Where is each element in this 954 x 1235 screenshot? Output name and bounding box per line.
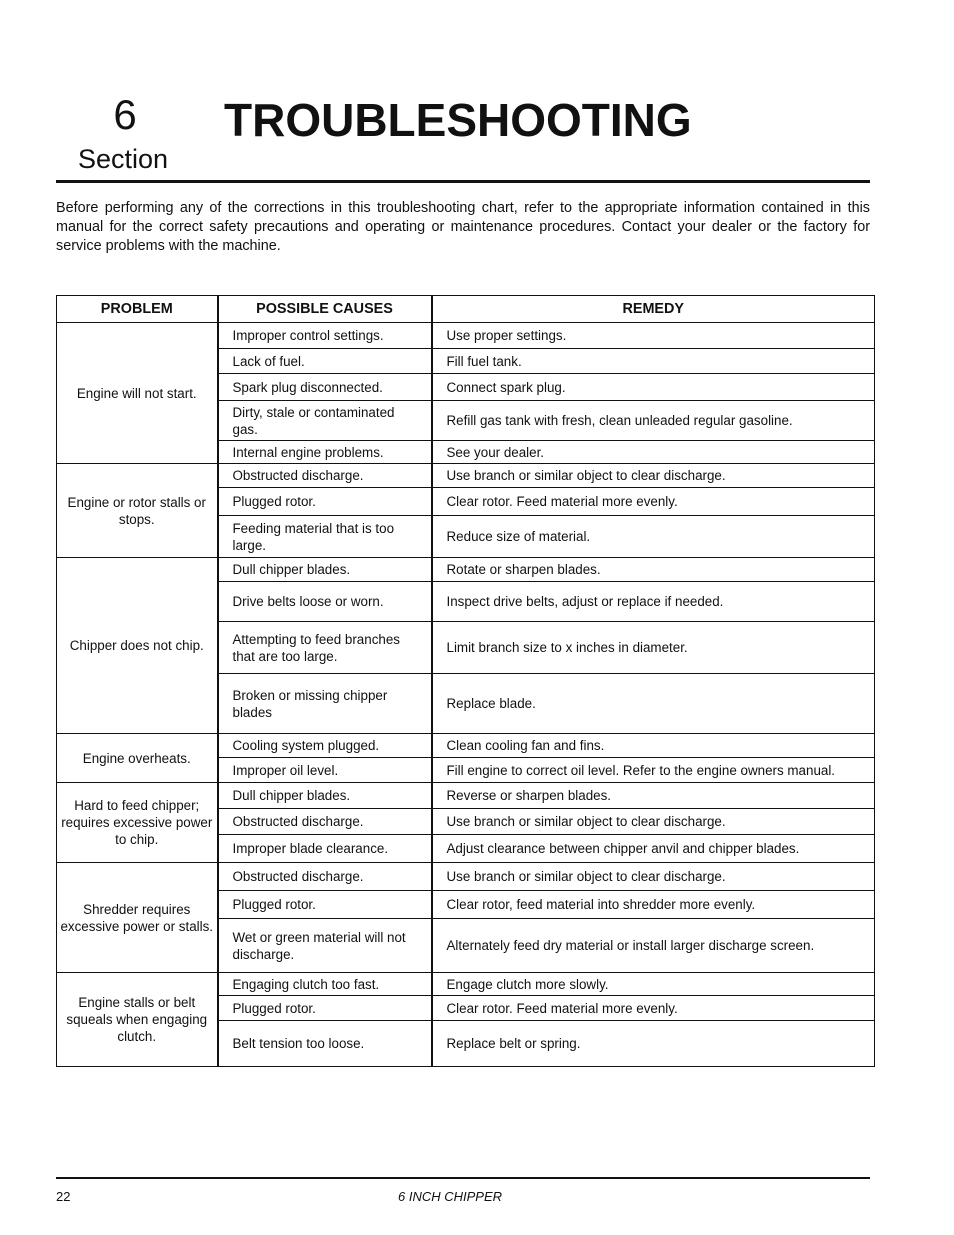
footer-rule — [56, 1177, 870, 1179]
cause-cell: Lack of fuel. — [218, 349, 432, 374]
cause-cell: Plugged rotor. — [218, 488, 432, 516]
problem-cell: Hard to feed chipper; requires excessive power to chip. — [57, 783, 218, 863]
header-problem: PROBLEM — [57, 296, 218, 323]
remedy-cell: Refill gas tank with fresh, clean unleaded regular gasoline. — [432, 401, 875, 441]
problem-cell: Engine or rotor stalls or stops. — [57, 464, 218, 558]
table-row — [57, 734, 875, 758]
remedy-cell: Use branch or similar object to clear discharge. — [432, 809, 875, 835]
cause-cell: Engaging clutch too fast. — [218, 973, 432, 996]
problem-cell: Chipper does not chip. — [57, 558, 218, 734]
cause-cell: Improper oil level. — [218, 758, 432, 783]
cause-cell: Spark plug disconnected. — [218, 374, 432, 401]
cause-cell: Belt tension too loose. — [218, 1021, 432, 1067]
remedy-cell: Inspect drive belts, adjust or replace if needed. — [432, 582, 875, 622]
problem-cell: Engine stalls or belt squeals when engaging clutch. — [57, 973, 218, 1067]
header-remedy: REMEDY — [432, 296, 875, 323]
cause-cell: Obstructed discharge. — [218, 464, 432, 488]
page-number: 22 — [56, 1189, 71, 1204]
table-row — [57, 973, 875, 996]
section-label: Section — [78, 144, 169, 174]
remedy-cell: Clear rotor. Feed material more evenly. — [432, 996, 875, 1021]
table-row — [57, 464, 875, 488]
cause-cell: Obstructed discharge. — [218, 809, 432, 835]
cause-cell: Improper blade clearance. — [218, 835, 432, 863]
cause-cell: Drive belts loose or worn. — [218, 582, 432, 622]
troubleshooting-table — [56, 295, 875, 1067]
remedy-cell: Reverse or sharpen blades. — [432, 783, 875, 809]
remedy-cell: Clear rotor, feed material into shredder more evenly. — [432, 891, 875, 919]
remedy-cell: Clean cooling fan and fins. — [432, 734, 875, 758]
cause-cell: Dirty, stale or contaminated gas. — [218, 401, 432, 441]
remedy-cell: Engage clutch more slowly. — [432, 973, 875, 996]
table-header-row — [57, 296, 875, 323]
page-title: TROUBLESHOOTING — [224, 94, 692, 146]
remedy-cell: See your dealer. — [432, 441, 875, 464]
cause-cell: Internal engine problems. — [218, 441, 432, 464]
remedy-cell: Replace belt or spring. — [432, 1021, 875, 1067]
table-row — [57, 863, 875, 891]
cause-cell: Obstructed discharge. — [218, 863, 432, 891]
cause-cell: Feeding material that is too large. — [218, 516, 432, 558]
remedy-cell: Clear rotor. Feed material more evenly. — [432, 488, 875, 516]
remedy-cell: Replace blade. — [432, 674, 875, 734]
problem-cell: Engine overheats. — [57, 734, 218, 783]
cause-cell: Broken or missing chipper blades — [218, 674, 432, 734]
table-row — [57, 558, 875, 582]
header-rule — [56, 180, 870, 183]
remedy-cell: Connect spark plug. — [432, 374, 875, 401]
cause-cell: Wet or green material will not discharge. — [218, 919, 432, 973]
cause-cell: Plugged rotor. — [218, 996, 432, 1021]
cause-cell: Improper control settings. — [218, 323, 432, 349]
remedy-cell: Use branch or similar object to clear discharge. — [432, 863, 875, 891]
remedy-cell: Alternately feed dry material or install larger discharge screen. — [432, 919, 875, 973]
header-possible-causes: POSSIBLE CAUSES — [218, 296, 432, 323]
section-number: 6 — [113, 91, 137, 138]
problem-cell: Shredder requires excessive power or stalls. — [57, 863, 218, 973]
remedy-cell: Use branch or similar object to clear discharge. — [432, 464, 875, 488]
remedy-cell: Rotate or sharpen blades. — [432, 558, 875, 582]
table-row — [57, 323, 875, 349]
footer-title: 6 INCH CHIPPER — [397, 1189, 503, 1204]
cause-cell: Dull chipper blades. — [218, 783, 432, 809]
table-row — [57, 783, 875, 809]
cause-cell: Cooling system plugged. — [218, 734, 432, 758]
cause-cell: Attempting to feed branches that are too large. — [218, 622, 432, 674]
cause-cell: Dull chipper blades. — [218, 558, 432, 582]
remedy-cell: Fill engine to correct oil level. Refer to the engine owners manual. — [432, 758, 875, 783]
remedy-cell: Fill fuel tank. — [432, 349, 875, 374]
remedy-cell: Use proper settings. — [432, 323, 875, 349]
remedy-cell: Limit branch size to x inches in diameter. — [432, 622, 875, 674]
remedy-cell: Adjust clearance between chipper anvil and chipper blades. — [432, 835, 875, 863]
cause-cell: Plugged rotor. — [218, 891, 432, 919]
intro-paragraph: Before performing any of the corrections in this troubleshooting chart, refer to the appropriate information contained in this manual for the correct safety precautions and operating or maintenance procedures. Contact your dealer or the factory for service problems with the machine. — [56, 200, 870, 254]
remedy-cell: Reduce size of material. — [432, 516, 875, 558]
problem-cell: Engine will not start. — [57, 323, 218, 464]
table-body — [57, 323, 875, 1067]
